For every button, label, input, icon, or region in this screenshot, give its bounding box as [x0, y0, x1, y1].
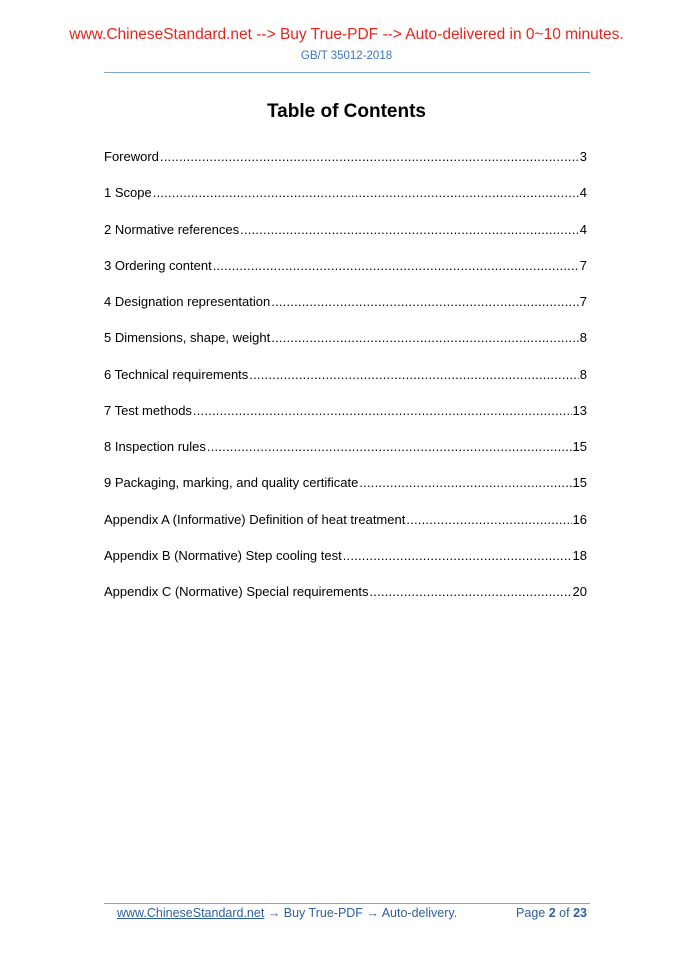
toc-dot-leader	[359, 473, 571, 493]
footer	[117, 906, 587, 924]
toc-entry[interactable]	[104, 473, 587, 509]
toc-dot-leader	[153, 183, 579, 203]
toc-entry[interactable]	[104, 328, 587, 364]
toc-entry[interactable]	[104, 147, 587, 183]
toc-entry[interactable]	[104, 220, 587, 256]
toc-entry[interactable]	[104, 183, 587, 219]
page-current: 2	[548, 906, 556, 920]
page-total: 23	[573, 906, 587, 920]
footer-site-link[interactable]: www.ChineseStandard.net	[117, 906, 265, 920]
toc-entry-page: 4	[579, 185, 587, 201]
toc-entry-page: 18	[572, 547, 587, 563]
toc-entry-page: 7	[579, 257, 587, 273]
toc-entry-label: Appendix A (Informative) Definition of heat treatment	[104, 511, 406, 527]
toc-entry-page: 16	[572, 511, 587, 527]
toc-entry-label: 3 Ordering content	[104, 257, 212, 273]
toc-entry-label: Foreword	[104, 149, 159, 164]
toc-entry[interactable]	[104, 401, 587, 437]
toc-dot-leader	[207, 437, 572, 457]
toc-entry[interactable]	[104, 437, 587, 473]
toc-entry-label: 4 Designation representation	[104, 294, 271, 309]
standard-code: GB/T 35012-2018	[300, 50, 393, 62]
toc-entry-page: 15	[572, 475, 587, 491]
toc-entry-label: 5 Dimensions, shape, weight	[104, 330, 271, 346]
footer-left	[117, 906, 457, 920]
toc-entry[interactable]	[104, 510, 587, 546]
page-title: Table of Contents	[266, 101, 427, 122]
toc-entry-page: 4	[579, 221, 587, 237]
toc-dot-leader	[271, 328, 579, 348]
footer-divider	[104, 903, 590, 904]
toc-dot-leader	[406, 510, 571, 530]
toc-entry-page: 8	[579, 366, 587, 382]
toc-entry-label: Appendix C (Normative) Special requirements	[104, 584, 369, 599]
toc-entry-label: 1 Scope	[104, 185, 152, 201]
toc-entry[interactable]	[104, 365, 587, 401]
page-indicator	[516, 906, 587, 920]
toc-entry-page: 7	[579, 294, 587, 309]
toc-entry-label: 6 Technical requirements	[104, 366, 249, 382]
toc-entry[interactable]	[104, 292, 587, 328]
toc-dot-leader	[343, 546, 572, 566]
toc-dot-leader	[271, 292, 579, 312]
page-prefix: Page	[516, 906, 546, 920]
toc-dot-leader	[160, 147, 579, 167]
toc-dot-leader	[240, 220, 579, 240]
toc-entry-label: 8 Inspection rules	[104, 439, 206, 454]
header-divider	[104, 72, 590, 73]
toc-entry-page: 20	[572, 584, 587, 599]
toc-dot-leader	[213, 256, 579, 276]
toc-entry-page: 13	[572, 402, 587, 418]
toc-entry-label: 9 Packaging, marking, and quality certificate	[104, 475, 359, 491]
page-of: of	[559, 906, 570, 920]
toc-entry-page: 3	[579, 149, 587, 164]
toc-entry[interactable]	[104, 546, 587, 582]
toc-entry-page: 15	[572, 439, 587, 454]
toc-entry[interactable]	[104, 256, 587, 292]
footer-text: → Buy True-PDF → Auto-delivery.	[264, 906, 458, 920]
toc-entry[interactable]	[104, 582, 587, 618]
toc-entry-label: 2 Normative references	[104, 221, 240, 237]
toc-dot-leader	[369, 582, 571, 602]
toc-entry-label: Appendix B (Normative) Step cooling test	[104, 547, 342, 563]
toc-entry-page: 8	[579, 330, 587, 346]
toc-dot-leader	[249, 365, 578, 385]
toc-dot-leader	[193, 401, 572, 421]
toc-list	[104, 147, 587, 618]
toc-entry-label: 7 Test methods	[104, 402, 192, 418]
top-banner[interactable]: www.ChineseStandard.net --> Buy True-PDF --> Auto-delivered in 0~10 minutes.	[69, 26, 624, 43]
